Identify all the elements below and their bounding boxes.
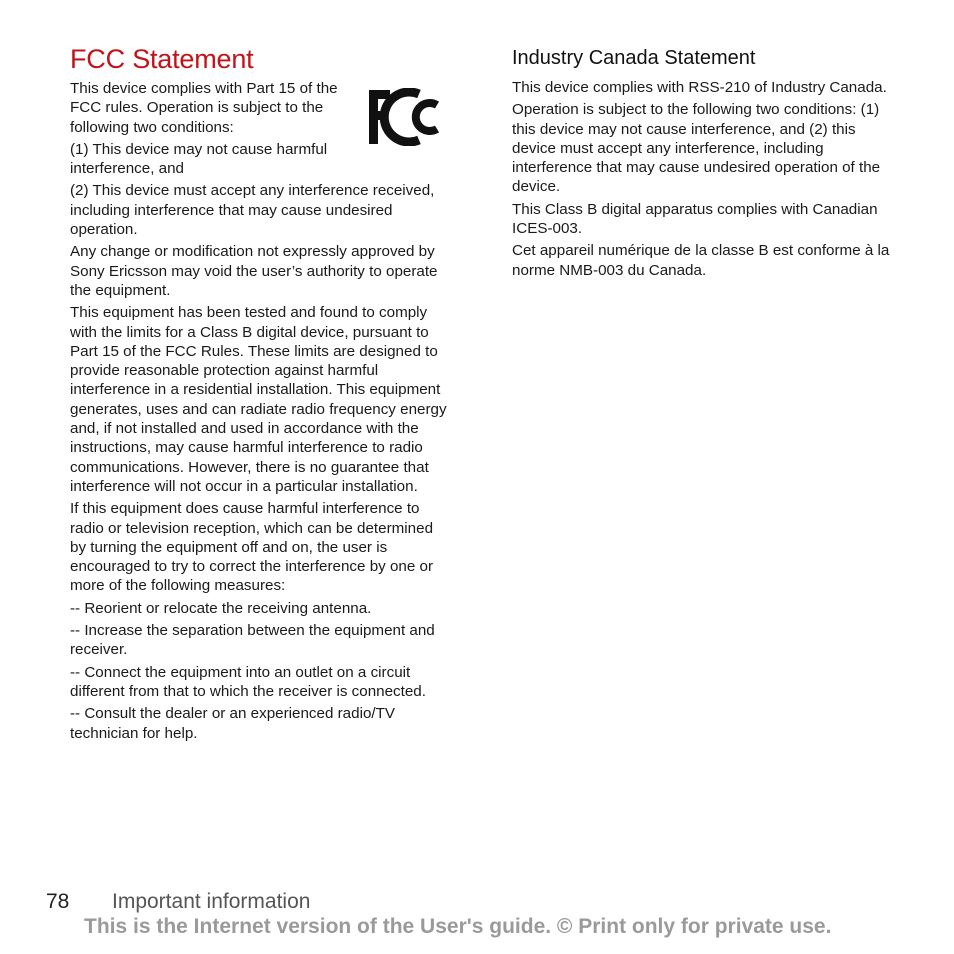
condition-one: (1) This device may not cause harmful interference, and [70, 140, 328, 178]
intro-paragraph: This device complies with Part 15 of the FCC rules. Operation is subject to the following two conditions: [70, 80, 338, 136]
page-number: 78 [46, 890, 70, 913]
measure-item: -- Connect the equipment into an outlet on a circuit different from that to which the receiver is connected. [70, 663, 426, 700]
body-paragraph: This Class B digital apparatus complies with Canadian ICES-003. [512, 200, 878, 238]
left-column [70, 79, 452, 746]
body-paragraph: (2) This device must accept any interference received, including interference that may cause undesired operation. [70, 182, 435, 239]
internet-version-notice: This is the Internet version of the User's guide. © Print only for private use. [84, 915, 832, 938]
measure-item: -- Reorient or relocate the receiving antenna. [70, 599, 372, 617]
body-paragraph: Cet appareil numérique de la classe B est conforme à la norme NMB-003 du Canada. [512, 242, 890, 279]
body-paragraph: If this equipment does cause harmful interference to radio or television reception, which can be determined by turning the equipment off and on, the user is encouraged to try to correct the interference by one or more of the following measures: [70, 500, 434, 595]
body-paragraph: Any change or modification not expressly approved by Sony Ericsson may void the user’s authority to operate the equipment. [70, 243, 438, 299]
body-paragraph: This device complies with RSS-210 of Industry Canada. [512, 79, 887, 96]
body-paragraph: This equipment has been tested and found to comply with the limits for a Class B digital device, pursuant to Part 15 of the FCC Rules. These limits are designed to provide reasonable protection against harmful interference in a residential installation. This equipment generates, uses and can radiate radio frequency energy and, if not installed and used in accordance with the instructions, may cause harmful interference to radio communications. However, there is no guarantee that interference will not occur in a particular installation. [70, 304, 447, 495]
right-column [512, 45, 894, 283]
body-paragraph: Operation is subject to the following two conditions: (1) this device may not cause interference, and (2) this device must accept any interference, including interference that may cause undesired operation of the device. [512, 101, 881, 196]
measure-item: -- Increase the separation between the equipment and receiver. [70, 622, 435, 659]
page-title: FCC Statement [70, 44, 254, 74]
section-heading: Industry Canada Statement [512, 47, 756, 69]
measure-item: -- Consult the dealer or an experienced radio/TV technician for help. [70, 705, 396, 742]
footer-section-label: Important information [112, 890, 311, 913]
